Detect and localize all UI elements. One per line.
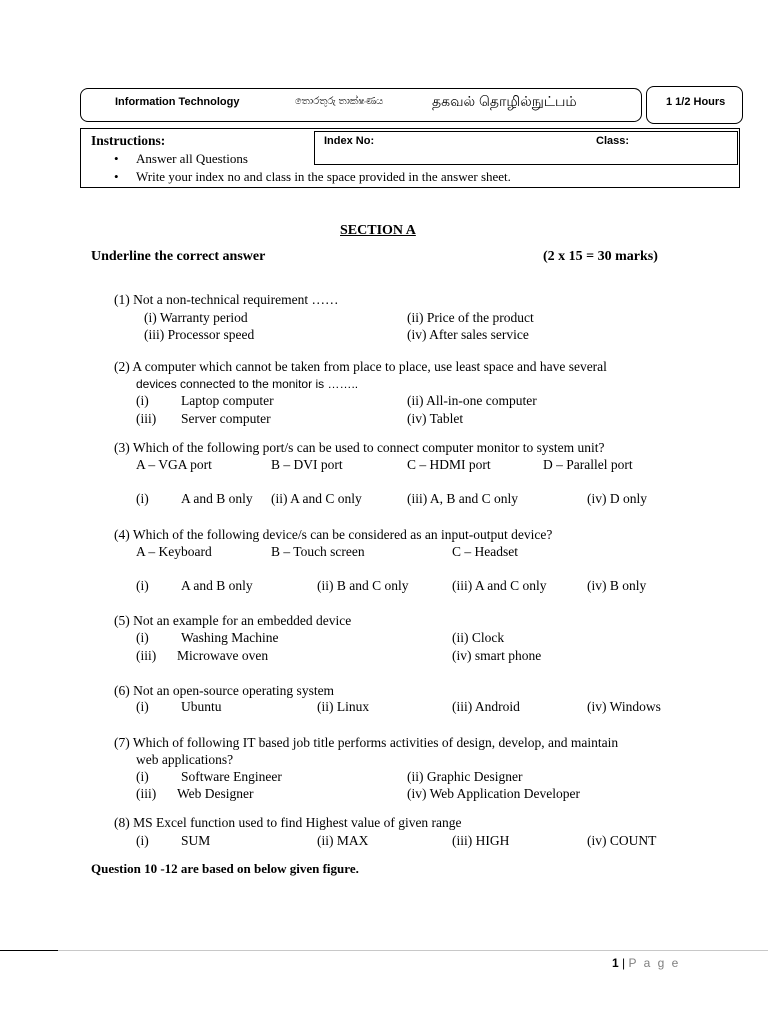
question-7-option-4: (iv) Web Application Developer xyxy=(407,786,580,801)
footer-divider xyxy=(58,950,768,951)
question-3-item-b: B – DVI port xyxy=(271,457,343,472)
question-5-option-3: Microwave oven xyxy=(177,648,269,663)
question-1-stem: (1) Not a non-technical requirement …… xyxy=(114,292,339,307)
instructions-title: Instructions: xyxy=(91,133,166,148)
question-3-option-2: (ii) A and C only xyxy=(271,491,362,506)
question-3-option-1: A and B only xyxy=(181,491,253,506)
question-4-stem: (4) Which of the following device/s can be considered as an input-output device? xyxy=(114,527,553,542)
instruction-item-2: Write your index no and class in the space provided in the answer sheet. xyxy=(136,169,511,184)
page-label: P a g e xyxy=(628,956,681,970)
question-8-option-3: (iii) HIGH xyxy=(452,833,510,848)
question-5-option-2: (ii) Clock xyxy=(452,630,505,645)
question-4-option-1: A and B only xyxy=(181,578,253,593)
question-7-stem-line-2: web applications? xyxy=(136,752,234,767)
question-3-item-a: A – VGA port xyxy=(136,457,212,472)
question-2-stem-line-2: devices connected to the monitor is …….. xyxy=(136,377,359,391)
question-7-option-1: Software Engineer xyxy=(181,769,282,784)
page-separator: | xyxy=(622,956,626,970)
question-2-option-1-number: (i) xyxy=(136,393,149,408)
question-4-option-4: (iv) B only xyxy=(587,578,647,593)
question-1-option-3: (iii) Processor speed xyxy=(144,327,255,342)
page-number: 1 xyxy=(612,956,619,970)
question-7-option-2: (ii) Graphic Designer xyxy=(407,769,523,784)
question-7-stem: (7) Which of following IT based job title performs activities of design, develop, and maintain xyxy=(114,735,619,750)
question-3-item-c: C – HDMI port xyxy=(407,457,491,472)
question-7-option-3: Web Designer xyxy=(177,786,254,801)
question-8-option-2: (ii) MAX xyxy=(317,833,369,848)
question-5-option-1: Washing Machine xyxy=(181,630,279,645)
question-4-item-c: C – Headset xyxy=(452,544,518,559)
figure-note: Question 10 -12 are based on below given figure. xyxy=(91,861,359,876)
question-8-stem: (8) MS Excel function used to find Highest value of given range xyxy=(114,815,462,830)
subject-english: Information Technology xyxy=(115,96,240,108)
question-6-stem: (6) Not an open-source operating system xyxy=(114,683,335,698)
question-8-option-1-number: (i) xyxy=(136,833,149,848)
question-4-item-a: A – Keyboard xyxy=(136,544,212,559)
bullet-icon: • xyxy=(114,169,119,184)
question-2-option-2: (ii) All-in-one computer xyxy=(407,393,537,408)
question-7-option-3-number: (iii) xyxy=(136,786,157,801)
question-5-option-1-number: (i) xyxy=(136,630,149,645)
question-6-option-1: Ubuntu xyxy=(181,699,222,714)
question-6-option-2: (ii) Linux xyxy=(317,699,370,714)
index-no-label: Index No: xyxy=(324,135,375,147)
question-3-stem: (3) Which of the following port/s can be used to connect computer monitor to system unit? xyxy=(114,440,605,455)
class-label: Class: xyxy=(596,135,630,147)
question-2-option-1: Laptop computer xyxy=(181,393,274,408)
question-1-option-1: (i) Warranty period xyxy=(144,310,248,325)
question-2-option-3-number: (iii) xyxy=(136,411,157,426)
question-3-item-d: D – Parallel port xyxy=(543,457,633,472)
subject-sinhala: තොරතුරු තාක්ෂණය xyxy=(295,96,384,107)
question-6-option-3: (iii) Android xyxy=(452,699,520,714)
question-3-option-1-number: (i) xyxy=(136,491,149,506)
question-4-option-3: (iii) A and C only xyxy=(452,578,547,593)
question-5-option-4: (iv) smart phone xyxy=(452,648,542,663)
question-4-option-2: (ii) B and C only xyxy=(317,578,409,593)
instruction-item-1: Answer all Questions xyxy=(136,151,248,166)
section-title: SECTION A xyxy=(340,223,416,238)
question-8-option-4: (iv) COUNT xyxy=(587,833,657,848)
question-3-option-3: (iii) A, B and C only xyxy=(407,491,518,506)
footer-divider-left xyxy=(0,950,58,951)
section-instruction: Underline the correct answer xyxy=(91,249,266,264)
question-7-option-1-number: (i) xyxy=(136,769,149,784)
subject-tamil: தகவல் தொழில்நுட்பம் xyxy=(432,93,577,109)
question-6-option-4: (iv) Windows xyxy=(587,699,661,714)
question-1-option-4: (iv) After sales service xyxy=(407,327,529,342)
question-5-option-3-number: (iii) xyxy=(136,648,157,663)
question-5-stem: (5) Not an example for an embedded device xyxy=(114,613,352,628)
question-8-option-1: SUM xyxy=(181,833,211,848)
question-3-option-4: (iv) D only xyxy=(587,491,647,506)
bullet-icon: • xyxy=(114,151,119,166)
question-2-option-3: Server computer xyxy=(181,411,271,426)
question-4-item-b: B – Touch screen xyxy=(271,544,365,559)
question-1-option-2: (ii) Price of the product xyxy=(407,310,534,325)
question-6-option-1-number: (i) xyxy=(136,699,149,714)
duration: 1 1/2 Hours xyxy=(666,96,726,108)
index-class-box xyxy=(314,131,738,165)
page-footer xyxy=(612,956,680,970)
question-2-stem: (2) A computer which cannot be taken from place to place, use least space and have several xyxy=(114,359,607,374)
question-2-option-4: (iv) Tablet xyxy=(407,411,464,426)
question-4-option-1-number: (i) xyxy=(136,578,149,593)
section-marks: (2 x 15 = 30 marks) xyxy=(543,249,658,264)
